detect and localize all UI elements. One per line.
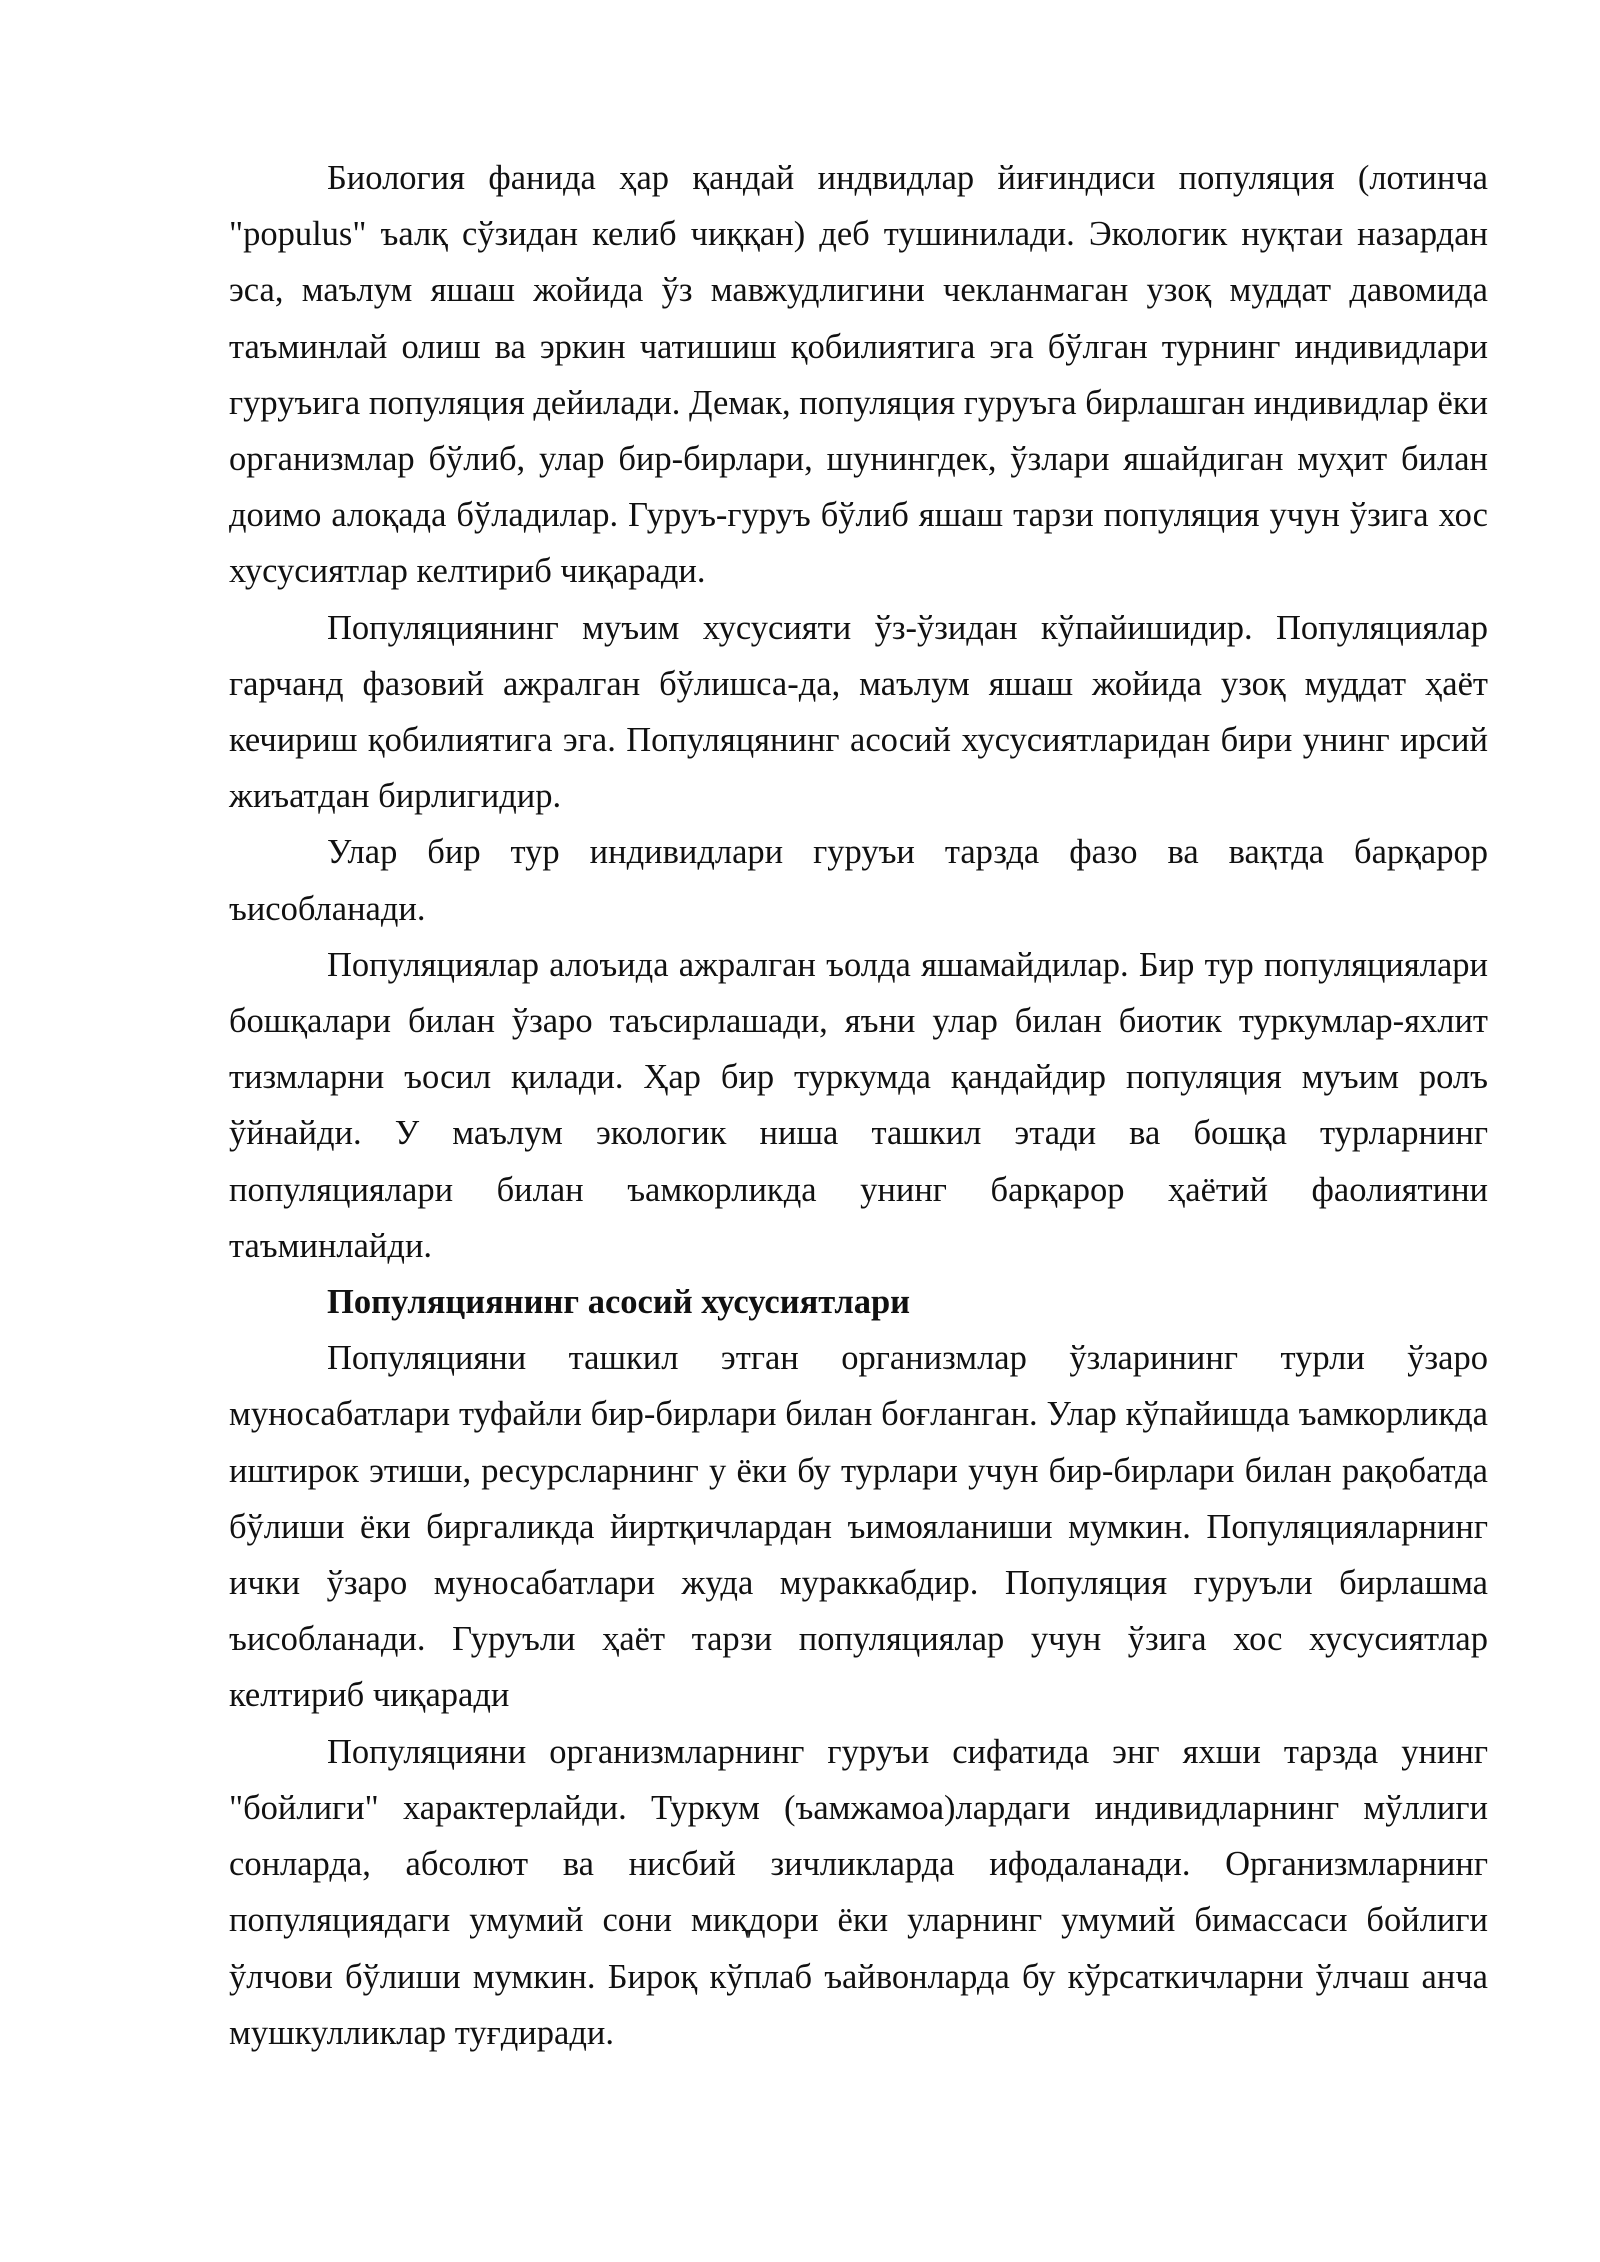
paragraph-abundance: Популяцияни организмларнинг гуруъи сифатида энг яхши тарзда унинг "бойлиги" характерлайди. Туркум (ъамжамоа)лардаги индивидларнинг мўллиги сонларда, абсолют ва нисбий зичликларда ифодаланади. Организмларнинг популяциядаги умумий сони миқдори ёки уларнинг умумий бимассаси бойлиги ўлчови бўлиши мумкин. Бироқ кўплаб ъайвонларда бу кўрсаткичларни ўлчаш анча мушкулликлар туғдиради. <box>229 1732 1488 2052</box>
section-heading: Популяциянинг асосий хусусиятлари <box>327 1283 911 1322</box>
paragraph-stability: Улар бир тур индивидлари гуруъи тарзда фазо ва вақтда барқарор ъисобланади. <box>229 833 1488 928</box>
document-body <box>229 150 1488 2061</box>
paragraph-interaction: Популяциялар алоъида ажралган ъолда яшамайдилар. Бир тур популяциялари бошқалари билан ўзаро таъсирлашади, яъни улар билан биотик туркумлар-яхлит тизмларни ъосил қилади. Ҳар бир туркумда қандайдир популяция муъим ролъ ўйнайди. У маълум экологик ниша ташкил этади ва бошқа турларнинг популяциялари билан ъамкорликда унинг барқарор ҳаётий фаолиятини таъминлайди. <box>229 945 1488 1265</box>
paragraph-relationships: Популяцияни ташкил этган организмлар ўзларининг турли ўзаро муносабатлари туфайли бир-бирлари билан боғланган. Улар кўпайишда ъамкорликда иштирок этиши, ресурсларнинг у ёки бу турлари учун бир-бирлари билан рақобатда бўлиши ёки биргаликда йиртқичлардан ъимояланиши мумкин. Популяцияларнинг ички ўзаро муносабатлари жуда мураккабдир. Популяция гуруъли бирлашма ъисобланади. Гуруъли ҳаёт тарзи популяциялар учун ўзига хос хусусиятлар келтириб чиқаради <box>229 1339 1488 1715</box>
paragraph-reproduction: Популяциянинг муъим хусусияти ўз-ўзидан кўпайишидир. Популяциялар гарчанд фазовий ажралган бўлишса-да, маълум яшаш жойида узоқ муддат ҳаёт кечириш қобилиятига эга. Популяцянинг асосий хусусиятларидан бири унинг ирсий жиъатдан бирлигидир. <box>229 608 1488 816</box>
paragraph-population-definition: Биология фанида ҳар қандай индвидлар йиғиндиси популяция (лотинча "populus" ъалқ сўзидан келиб чиққан) деб тушинилади. Экологик нуқтаи назардан эса, маълум яшаш жойида ўз мавжудлигини чекланмаган узоқ муддат давомида таъминлай олиш ва эркин чатишиш қобилиятига эга бўлган турнинг индивидлари гуруъига популяция дейилади. Демак, популяция гуруъга бирлашган индивидлар ёки организмлар бўлиб, улар бир-бирлари, шунингдек, ўзлари яшайдиган муҳит билан доимо алоқада бўладилар. Гуруъ-гуруъ бўлиб яшаш тарзи популяция учун ўзига хос хусусиятлар келтириб чиқаради. <box>229 159 1488 591</box>
